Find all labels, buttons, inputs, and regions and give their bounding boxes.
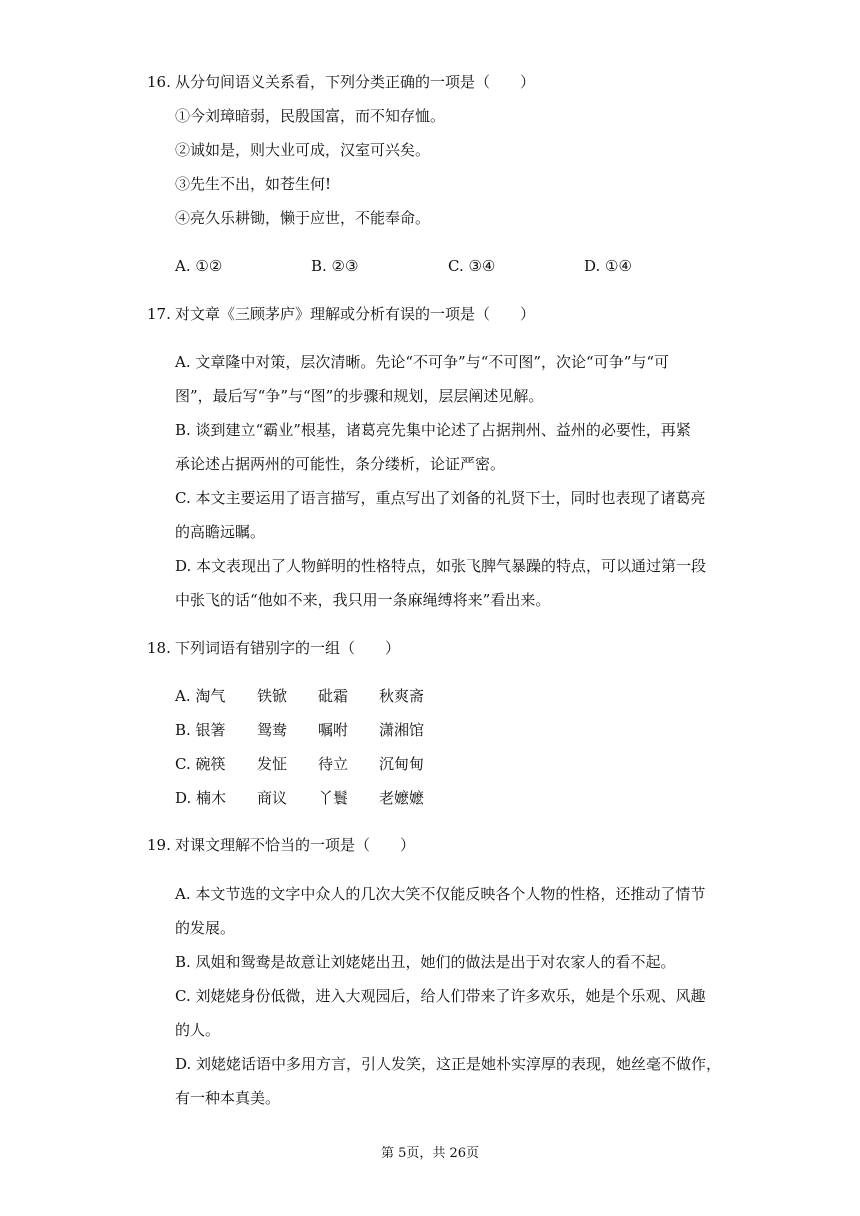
q19-option-d-line1[interactable]: D. 刘姥姥话语中多用方言，引人发笑，这正是她朴实淳厚的表现，她丝毫不做作， (175, 1055, 722, 1073)
q17-option-c-line1[interactable]: C. 本文主要运用了语言描写，重点写出了刘备的礼贤下士，同时也表现了诸葛亮 (175, 489, 706, 507)
q18-c-word-2: 发怔 (257, 755, 288, 773)
q16-option-a[interactable]: A. ①② (175, 257, 223, 275)
q17-option-d-line1[interactable]: D. 本文表现出了人物鲜明的性格特点，如张飞脾气暴躁的特点，可以通过第一段 (175, 557, 707, 575)
q18-d-word-2: 商议 (257, 789, 288, 807)
q17-option-b-line2[interactable]: 承论述占据两州的可能性，条分缕析，论证严密。 (175, 455, 506, 473)
question-number: 16. (147, 73, 171, 91)
question-18-stem (147, 638, 400, 658)
q18-d-word-4: 老嬷嬷 (379, 789, 425, 807)
q19-option-a-line2[interactable]: 的发展。 (175, 919, 236, 937)
question-text: 对课文理解不恰当的一项是（ ） (175, 836, 416, 854)
q18-a-word-1: A. 淘气 (175, 687, 226, 705)
question-17-stem (147, 304, 535, 324)
q18-c-word-1: C. 碗筷 (175, 755, 226, 773)
page-footer: 第 5页，共 26页 (380, 1146, 480, 1161)
q17-option-c-line2[interactable]: 的高瞻远瞩。 (175, 523, 266, 541)
q18-b-word-4: 潇湘馆 (379, 721, 425, 739)
q16-option-d[interactable]: D. ①④ (584, 257, 632, 275)
question-text: 对文章《三顾茅庐》理解或分析有误的一项是（ ） (175, 305, 536, 323)
question-number: 17. (147, 305, 171, 323)
q18-a-word-4: 秋爽斋 (379, 687, 425, 705)
question-19-stem (147, 835, 415, 855)
q18-d-word-3: 丫鬟 (318, 789, 349, 807)
q19-option-c-line2[interactable]: 的人。 (175, 1021, 221, 1039)
question-text: 从分句间语义关系看，下列分类正确的一项是（ ） (175, 73, 536, 91)
q18-d-word-1: D. 楠木 (175, 789, 227, 807)
q19-option-b-line1[interactable]: B. 凤姐和鸳鸯是故意让刘姥姥出丑，她们的做法是出于对农家人的看不起。 (175, 953, 676, 971)
question-text: 下列词语有错别字的一组（ ） (175, 639, 401, 657)
q16-sentence-1: ①今刘璋暗弱，民殷国富，而不知存恤。 (175, 107, 446, 125)
q18-b-word-1: B. 银箸 (175, 721, 226, 739)
q16-sentence-4: ④亮久乐耕锄，懒于应世，不能奉命。 (175, 209, 431, 227)
q16-sentence-3: ③先生不出，如苍生何! (175, 175, 332, 193)
q18-b-word-2: 鸳鸯 (257, 721, 288, 739)
q17-option-d-line2[interactable]: 中张飞的话“他如不来，我只用一条麻绳缚将来”看出来。 (175, 591, 551, 609)
q18-b-word-3: 嘱咐 (318, 721, 349, 739)
q19-option-d-line2[interactable]: 有一种本真美。 (175, 1089, 281, 1107)
q18-c-word-3: 待立 (318, 755, 349, 773)
q17-option-a-line2[interactable]: 图”，最后写“争”与“图”的步骤和规划，层层阐述见解。 (175, 387, 544, 405)
q19-option-a-line1[interactable]: A. 本文节选的文字中众人的几次大笑不仅能反映各个人物的性格，还推动了情节 (175, 885, 706, 903)
question-number: 19. (147, 836, 171, 854)
q18-a-word-3: 砒霜 (318, 687, 349, 705)
q18-a-word-2: 铁锨 (257, 687, 288, 705)
q18-c-word-4: 沉甸甸 (379, 755, 425, 773)
question-number: 18. (147, 639, 171, 657)
question-16-stem (147, 72, 535, 92)
q16-option-b[interactable]: B. ②③ (311, 257, 359, 275)
q17-option-b-line1[interactable]: B. 谈到建立“霸业”根基，诸葛亮先集中论述了占据荆州、益州的必要性，再紧 (175, 421, 691, 439)
q16-option-c[interactable]: C. ③④ (448, 257, 496, 275)
q16-sentence-2: ②诚如是，则大业可成，汉室可兴矣。 (175, 141, 431, 159)
q19-option-c-line1[interactable]: C. 刘姥姥身份低微，进入大观园后，给人们带来了许多欢乐，她是个乐观、风趣 (175, 987, 706, 1005)
q17-option-a-line1[interactable]: A. 文章隆中对策，层次清晰。先论“不可争”与“不可图”，次论“可争”与“可 (175, 353, 670, 371)
